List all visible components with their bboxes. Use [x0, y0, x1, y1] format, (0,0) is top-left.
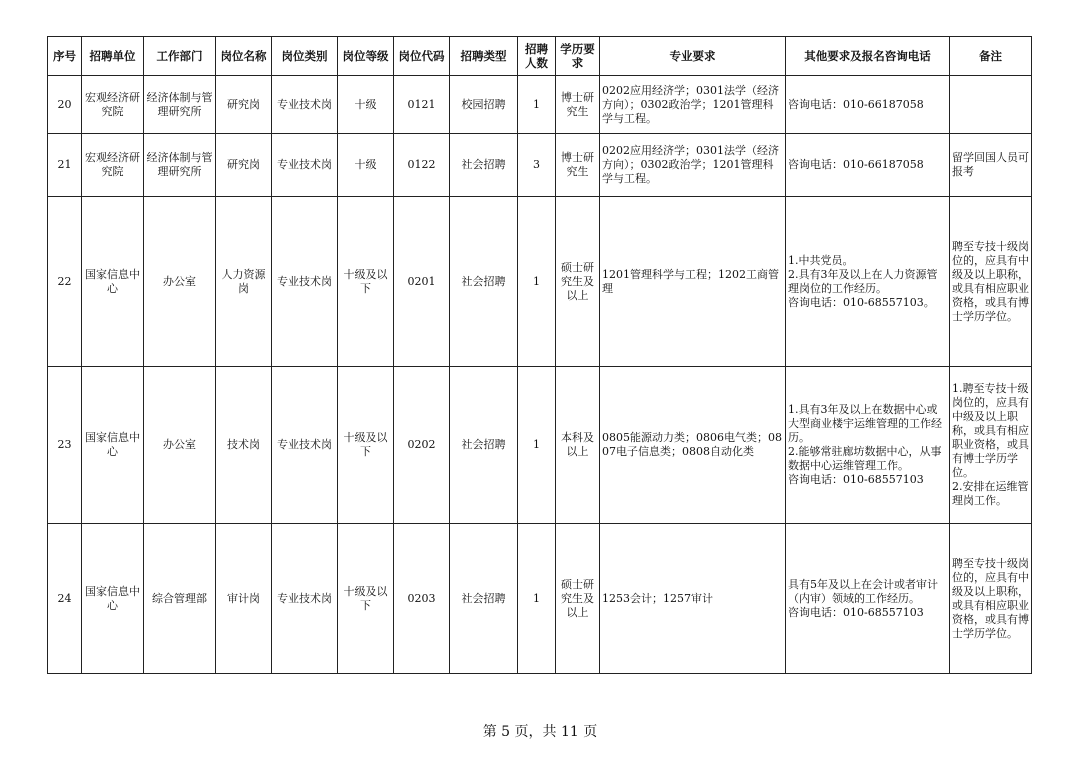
cell-edu: 硕士研究生及以上	[556, 197, 600, 367]
cell-other: 咨询电话：010-66187058	[786, 76, 950, 134]
cell-level: 十级及以下	[338, 197, 394, 367]
col-header-no: 序号	[48, 37, 82, 76]
col-header-unit: 招聘单位	[82, 37, 144, 76]
col-header-code: 岗位代码	[394, 37, 450, 76]
cell-dept: 办公室	[144, 197, 216, 367]
table-row	[48, 197, 1032, 367]
col-header-major: 专业要求	[600, 37, 786, 76]
cell-unit: 宏观经济研究院	[82, 76, 144, 134]
col-header-type: 招聘类型	[450, 37, 518, 76]
cell-dept: 经济体制与管理研究所	[144, 134, 216, 197]
cell-category: 专业技术岗	[272, 134, 338, 197]
recruitment-table	[47, 36, 1032, 674]
cell-count: 1	[518, 197, 556, 367]
cell-unit: 国家信息中心	[82, 524, 144, 674]
col-header-category: 岗位类别	[272, 37, 338, 76]
cell-edu: 硕士研究生及以上	[556, 524, 600, 674]
cell-major: 0805能源动力类；0806电气类；0807电子信息类；0808自动化类	[600, 367, 786, 524]
cell-major: 0202应用经济学；0301法学（经济方向）；0302政治学；1201管理科学与工程。	[600, 76, 786, 134]
cell-edu: 博士研究生	[556, 76, 600, 134]
cell-no: 23	[48, 367, 82, 524]
cell-note: 留学回国人员可报考	[950, 134, 1032, 197]
cell-category: 专业技术岗	[272, 197, 338, 367]
cell-code: 0203	[394, 524, 450, 674]
cell-edu: 博士研究生	[556, 134, 600, 197]
cell-code: 0121	[394, 76, 450, 134]
cell-post: 技术岗	[216, 367, 272, 524]
cell-type: 社会招聘	[450, 197, 518, 367]
cell-code: 0201	[394, 197, 450, 367]
cell-count: 1	[518, 524, 556, 674]
col-header-other: 其他要求及报名咨询电话	[786, 37, 950, 76]
cell-other: 1.具有3年及以上在数据中心或大型商业楼宇运维管理的工作经历。 2.能够常驻廊坊数据中心，从事数据中心运维管理工作。 咨询电话：010-68557103	[786, 367, 950, 524]
table-row	[48, 524, 1032, 674]
col-header-dept: 工作部门	[144, 37, 216, 76]
cell-level: 十级及以下	[338, 524, 394, 674]
cell-no: 24	[48, 524, 82, 674]
cell-unit: 宏观经济研究院	[82, 134, 144, 197]
cell-count: 1	[518, 76, 556, 134]
cell-code: 0122	[394, 134, 450, 197]
cell-type: 社会招聘	[450, 367, 518, 524]
cell-major: 1253会计；1257审计	[600, 524, 786, 674]
cell-post: 人力资源岗	[216, 197, 272, 367]
cell-count: 3	[518, 134, 556, 197]
cell-other: 具有5年及以上在会计或者审计（内审）领域的工作经历。 咨询电话：010-68557103	[786, 524, 950, 674]
cell-type: 校园招聘	[450, 76, 518, 134]
cell-major: 1201管理科学与工程；1202工商管理	[600, 197, 786, 367]
table-row	[48, 367, 1032, 524]
col-header-note: 备注	[950, 37, 1032, 76]
cell-post: 研究岗	[216, 134, 272, 197]
cell-dept: 办公室	[144, 367, 216, 524]
cell-post: 研究岗	[216, 76, 272, 134]
col-header-edu: 学历要求	[556, 37, 600, 76]
cell-edu: 本科及以上	[556, 367, 600, 524]
cell-level: 十级及以下	[338, 367, 394, 524]
cell-post: 审计岗	[216, 524, 272, 674]
cell-level: 十级	[338, 134, 394, 197]
cell-count: 1	[518, 367, 556, 524]
cell-major: 0202应用经济学；0301法学（经济方向）；0302政治学；1201管理科学与工程。	[600, 134, 786, 197]
cell-note: 1.聘至专技十级岗位的，应具有中级及以上职称，或具有相应职业资格，或具有博士学历学位。 2.安排在运维管理岗工作。	[950, 367, 1032, 524]
cell-no: 21	[48, 134, 82, 197]
cell-type: 社会招聘	[450, 524, 518, 674]
cell-dept: 经济体制与管理研究所	[144, 76, 216, 134]
cell-other: 1.中共党员。 2.具有3年及以上在人力资源管理岗位的工作经历。 咨询电话：010-68557103。	[786, 197, 950, 367]
cell-category: 专业技术岗	[272, 76, 338, 134]
header-row	[48, 37, 1032, 76]
cell-other: 咨询电话：010-66187058	[786, 134, 950, 197]
cell-level: 十级	[338, 76, 394, 134]
table-row	[48, 76, 1032, 134]
cell-note: 聘至专技十级岗位的，应具有中级及以上职称，或具有相应职业资格，或具有博士学历学位。	[950, 197, 1032, 367]
cell-note	[950, 76, 1032, 134]
col-header-level: 岗位等级	[338, 37, 394, 76]
cell-type: 社会招聘	[450, 134, 518, 197]
col-header-post: 岗位名称	[216, 37, 272, 76]
cell-category: 专业技术岗	[272, 367, 338, 524]
cell-note: 聘至专技十级岗位的，应具有中级及以上职称，或具有相应职业资格，或具有博士学历学位。	[950, 524, 1032, 674]
cell-dept: 综合管理部	[144, 524, 216, 674]
cell-unit: 国家信息中心	[82, 197, 144, 367]
table-row	[48, 134, 1032, 197]
cell-code: 0202	[394, 367, 450, 524]
cell-category: 专业技术岗	[272, 524, 338, 674]
cell-no: 22	[48, 197, 82, 367]
cell-no: 20	[48, 76, 82, 134]
page-number: 第 5 页，共 11 页	[482, 724, 598, 740]
cell-unit: 国家信息中心	[82, 367, 144, 524]
col-header-count: 招聘人数	[518, 37, 556, 76]
